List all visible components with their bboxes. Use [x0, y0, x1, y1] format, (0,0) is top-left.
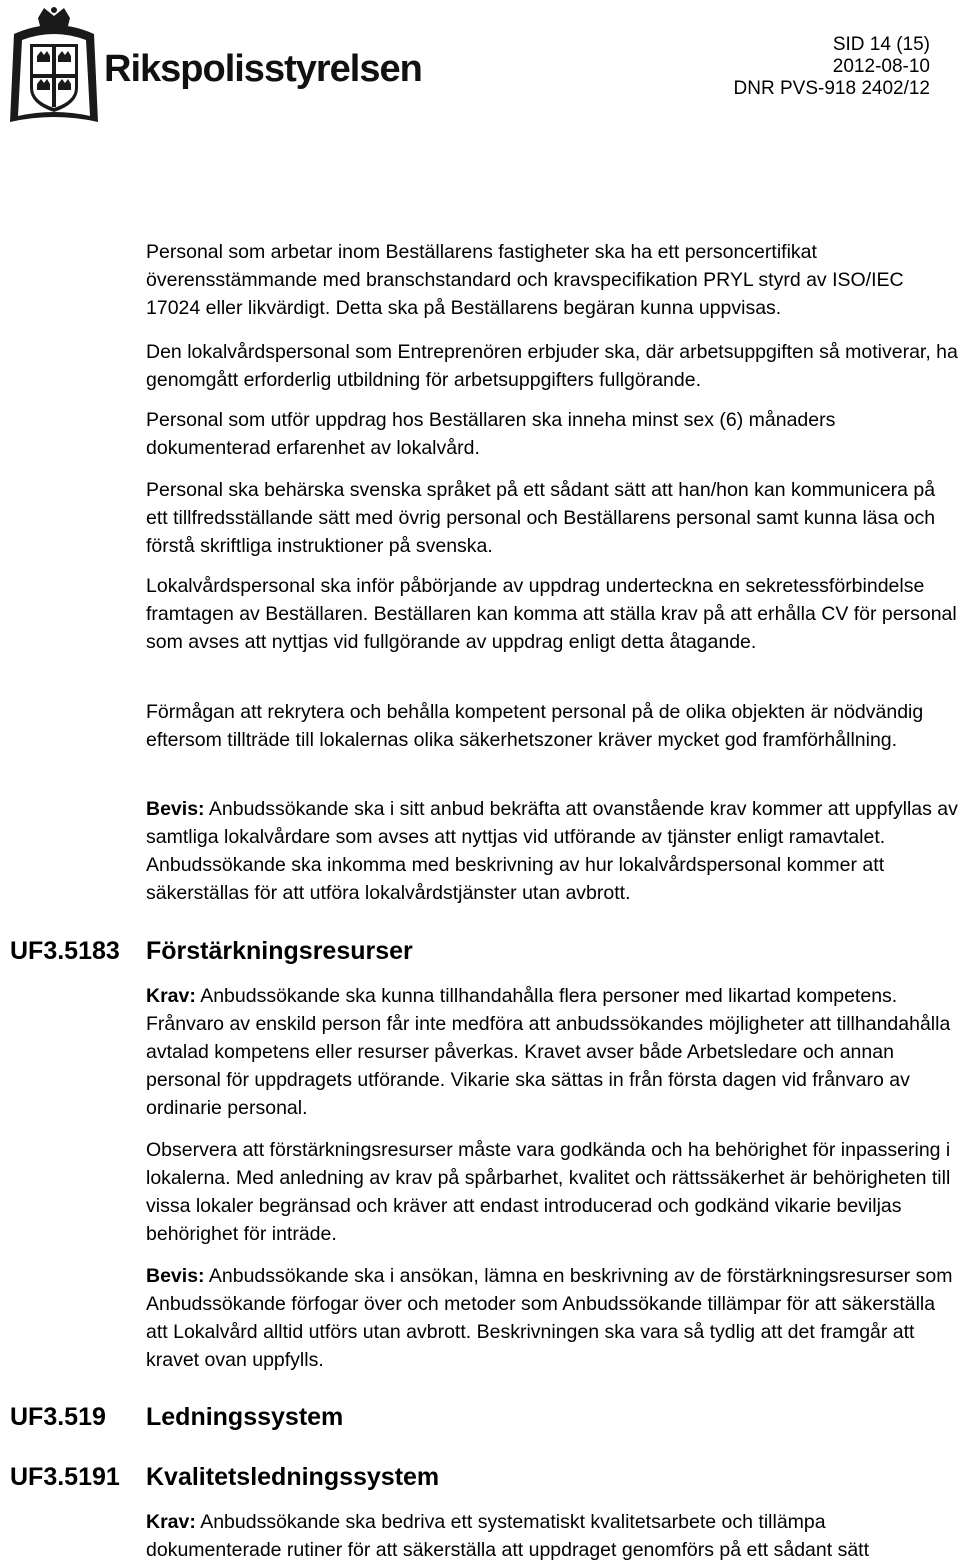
section-number: UF3.5183 — [10, 937, 120, 965]
krav-text: Anbudssökande ska kunna tillhandahålla flera personer med likartad kompetens. Frånvaro av enskild person får inte medföra att anbudssökandes möjligheter att tillhandahålla avtalad kompetens eller resurser påverkas. Kravet avser både Arbetsledare och annan personal för uppdragets utförande. Vikarie ska sättas in från första dagen vid frånvaro av ordinarie personal. — [146, 985, 951, 1119]
krav-label: Krav: — [146, 1511, 196, 1533]
paragraph-certificate: Personal som arbetar inom Beställarens fastigheter ska ha ett personcertifikat överensstämmande med branschstandard och kravspecifikation PRYL styrd av ISO/IEC 17024 eller likvärdigt. Detta ska på Beställarens begäran kunna uppvisas. — [146, 241, 904, 319]
section-number: UF3.5191 — [10, 1463, 120, 1491]
paragraph-evidence — [146, 795, 958, 907]
coat-of-arms-logo — [8, 4, 100, 126]
paragraph-confidentiality: Lokalvårdspersonal ska inför påbörjande av uppdrag underteckna en sekretessförbindelse framtagen av Beställaren. Beställaren kan komma att ställa krav på att erhålla CV för personal som avses att nyttjas vid fullgörande av uppdrag enligt detta åtagande. — [146, 575, 957, 653]
document-date: 2012-08-10 — [832, 56, 930, 77]
paragraph-training: Den lokalvårdspersonal som Entreprenören erbjuder ska, där arbetsuppgiften så motiverar, ha genomgått erforderlig utbildning för arbetsuppgifters fullgörande. — [146, 341, 958, 391]
paragraph-language: Personal ska behärska svenska språket på ett sådant sätt att han/hon kan kommunicera på ett tillfredsställande sätt med övrig personal och Beställarens personal samt kunna läsa och förstå skriftliga instruktioner på svenska. — [146, 479, 936, 557]
section-evidence — [146, 1262, 958, 1374]
bevis-label: Bevis: — [146, 798, 205, 820]
section-requirement — [146, 982, 958, 1122]
krav-label: Krav: — [146, 985, 196, 1007]
paragraph-experience: Personal som utför uppdrag hos Beställaren ska inneha minst sex (6) månaders dokumenterad erfarenhet av lokalvård. — [146, 409, 836, 459]
section-note: Observera att förstärkningsresurser måste vara godkända och ha behörighet för inpassering i lokalerna. Med anledning av krav på spårbarhet, kvalitet och rättssäkerhet är behörigheten till vissa lokaler begränsad och kräver att endast introducerad och godkänd vikarie beviljas behörighet för inträde. — [146, 1139, 951, 1245]
krav-text: Anbudssökande ska bedriva ett systematiskt kvalitetsarbete och tillämpa dokumenterade rutiner för att säkerställa att uppdraget genomförs på ett sådant sätt — [146, 1511, 870, 1561]
bevis-text: Anbudssökande ska i ansökan, lämna en beskrivning av de förstärkningsresurser som Anbudssökande förfogar över och metoder som Anbudssökande tillämpar för att säkerställa att Lokalvård alltid utförs utan avbrott. Beskrivningen ska vara så tydlig att det framgår att kravet ovan uppfylls. — [146, 1265, 953, 1371]
section-requirement — [146, 1508, 958, 1564]
page-number: SID 14 (15) — [832, 34, 930, 55]
section-title: Förstärkningsresurser — [146, 937, 413, 965]
document-dnr: DNR PVS-918 2402/12 — [733, 78, 930, 99]
bevis-text: Anbudssökande ska i sitt anbud bekräfta att ovanstående krav kommer att uppfyllas av samtliga lokalvårdare som avses att nyttjas vid utförande av tjänster enligt ramavtalet. Anbudssökande ska inkomma med beskrivning av hur lokalvårdspersonal kommer att säkerställas för att utföra lokalvårdstjänster utan avbrott. — [146, 798, 958, 904]
logo-wordmark: Rikspolisstyrelsen — [104, 48, 422, 90]
section-title: Kvalitetsledningssystem — [146, 1463, 440, 1491]
paragraph-recruitment: Förmågan att rekrytera och behålla kompetent personal på de olika objekten är nödvändig eftersom tillträde till lokalernas olika säkerhetszoner kräver mycket god framförhållning. — [146, 701, 924, 751]
section-number: UF3.519 — [10, 1403, 106, 1431]
section-title: Ledningssystem — [146, 1403, 344, 1431]
bevis-label: Bevis: — [146, 1265, 205, 1287]
document-meta — [734, 34, 930, 100]
